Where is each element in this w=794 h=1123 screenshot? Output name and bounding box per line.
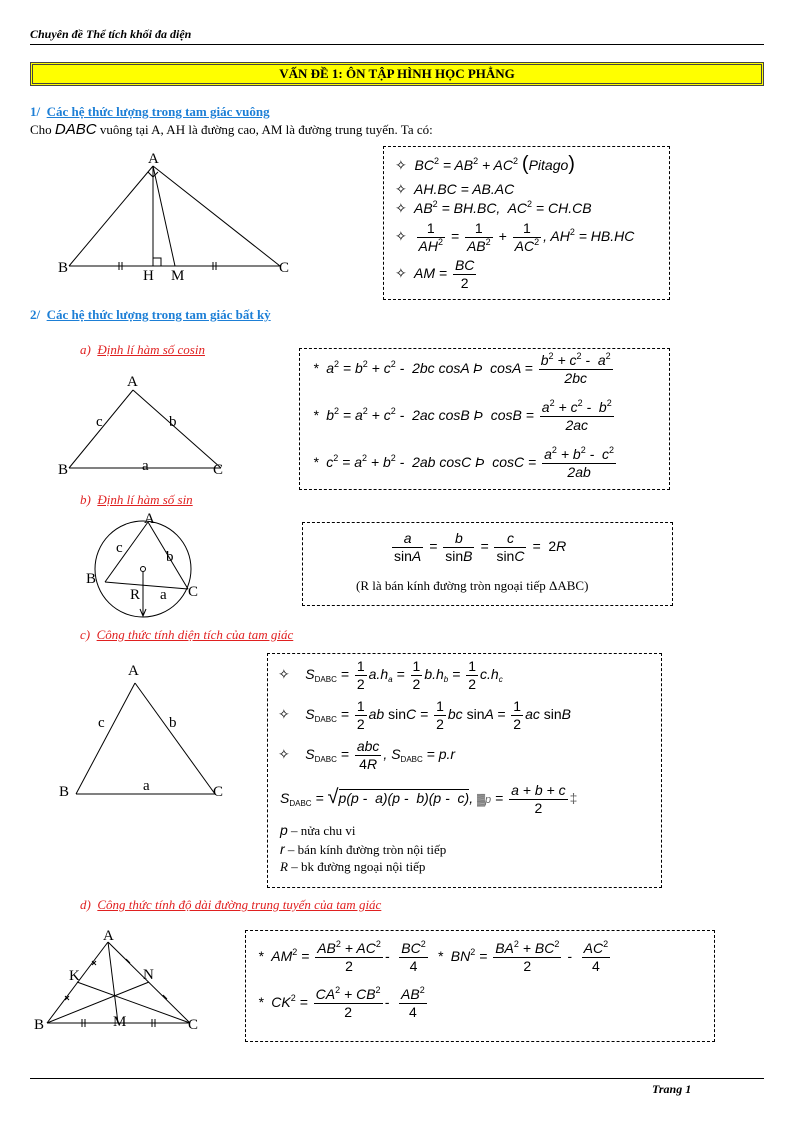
section-1-number: 1/ — [30, 104, 41, 119]
vertex-label-a: A — [128, 663, 139, 679]
subsection-d-prefix: d) — [80, 897, 91, 912]
side-label-b: b — [166, 549, 174, 565]
vertex-label-b: B — [34, 1017, 45, 1033]
note-inradius: r – bán kính đường tròn nội tiếp — [280, 841, 447, 857]
section-1-title: Các hệ thức lượng trong tam giác vuông — [46, 104, 270, 119]
formula-median-am-bn: * $AM^2$ = $\frac{AB^2 + AC^2}{2}$ - $\frac{BC^2}{4}$ * $BN^2$ = $\frac{BA^2 + BC^2}{2}$ - $\frac{AC^2}{4}$ — [258, 939, 609, 974]
midpoint-label-k: K — [69, 968, 80, 984]
formula-sine-law: $\frac{a}{\sin A}$ = $\frac{b}{\sin B}$ = $\frac{c}{\sin C}$ = 2R — [394, 530, 567, 564]
intro-text: vuông tại A, AH là đường cao, AM là đường trung tuyến. Ta có: — [99, 122, 433, 137]
subsection-c-heading — [80, 627, 293, 643]
vertex-label-c: C — [213, 462, 224, 478]
foot-label-h: H — [143, 268, 154, 283]
vertex-label-c: C — [213, 784, 224, 800]
subsection-c-title: Công thức tính diện tích của tam giác — [96, 627, 294, 642]
section-2-number: 2/ — [30, 307, 41, 322]
vertex-label-c: C — [188, 584, 199, 600]
vertex-label-a: A — [144, 511, 155, 527]
vertex-label-c: C — [279, 260, 290, 276]
vertex-label-b: B — [58, 462, 69, 478]
subsection-b-heading — [80, 492, 193, 508]
formula-area-radii: ✧ $S_{DABC}$ = abc 4R , $S_{DABC} = p.r$ — [278, 738, 456, 772]
formula-median-right: ✧ AM = $\frac{BC}{2}$ — [395, 257, 475, 291]
subsection-d-title: Công thức tính độ dài đường trung tuyến của tam giác — [97, 897, 382, 912]
subsection-a-prefix: a) — [80, 342, 91, 357]
median-triangle-figure — [30, 925, 215, 1035]
subsection-c-prefix: c) — [80, 627, 91, 642]
cosine-triangle-figure — [55, 372, 240, 482]
side-label-a: a — [142, 458, 149, 474]
midpoint-label-n: N — [143, 967, 154, 983]
formula-projections: ✧ $AB^2 = BH.BC$, $AC^2 = CH.CB$ — [395, 199, 592, 216]
chapter-banner: VẤN ĐỀ 1: ÔN TẬP HÌNH HỌC PHẲNG — [30, 62, 764, 86]
section-2-heading — [30, 307, 271, 323]
vertex-label-b: B — [59, 784, 70, 800]
subsection-d-heading — [80, 897, 381, 913]
midpoint-label-m: M — [113, 1014, 127, 1030]
formula-pitago: ✧ $BC^2 = AB^2 + AC^2$ (Pitago) — [395, 153, 575, 175]
subsection-a-heading — [80, 342, 205, 358]
note-circumradius: R – bk đường ngoại nội tiếp — [280, 859, 426, 874]
footer-rule — [30, 1078, 764, 1079]
note-semiperimeter: p – nửa chu vi — [280, 822, 356, 838]
right-triangle-figure — [55, 148, 305, 283]
subsection-b-title: Định lí hàm số sin — [97, 492, 193, 507]
intro-prefix: Cho — [30, 122, 52, 137]
document-header: Chuyên đề Thể tích khối đa diện — [30, 27, 192, 41]
formula-heron: $S_{DABC} = √p(p - a)(p - b)(p - c)$, ▓p = $\frac{a + b + c}{2}$ ‡ — [280, 782, 578, 816]
side-label-a: a — [160, 587, 167, 603]
vertex-label-c: C — [188, 1017, 199, 1033]
sine-circle-figure — [80, 508, 220, 628]
side-label-c: c — [98, 715, 105, 731]
formula-cosine-b: * $b^2 = a^2 + c^2 - 2ac$ cosB Þ cosB = $\frac{a^2 + c^2 - b^2}{2ac}$ — [313, 398, 612, 433]
page-number: Trang 1 — [652, 1082, 692, 1096]
header-rule — [30, 44, 764, 45]
section-1-intro — [30, 121, 433, 138]
vertex-label-a: A — [103, 928, 114, 944]
formula-inverse-squares: ✧ $\frac{1}{AH^2}$ = $\frac{1}{AB^2}$ + $\frac{1}{AC^2}$ , $AH^2 = HB.HC$ — [395, 220, 635, 254]
side-label-b: b — [169, 414, 177, 430]
radius-label-r: R — [130, 587, 141, 603]
vertex-label-b: B — [58, 260, 69, 276]
side-label-b: b — [169, 715, 177, 731]
vertex-label-a: A — [148, 151, 159, 167]
section-2-title: Các hệ thức lượng trong tam giác bất kỳ — [46, 307, 271, 322]
formula-altitude-product: ✧ AH.BC = AB.AC — [395, 181, 515, 197]
subsection-b-prefix: b) — [80, 492, 91, 507]
side-label-a: a — [143, 778, 150, 794]
formula-area-sine: ✧ $S_{DABC}$ = $\frac{1}{2}$ ab sinC = $\frac{1}{2}$ bc sinA = $\frac{1}{2}$ ac sinB — [278, 698, 571, 732]
intro-triangle-symbol: DABC — [54, 121, 97, 138]
vertex-label-a: A — [127, 374, 138, 390]
midpoint-label-m: M — [171, 268, 185, 283]
formula-area-heights: ✧ $S_{DABC}$ = $\frac{1}{2}$ $a.h_a$ = $\frac{1}{2}$ $b.h_b$ = $\frac{1}{2}$ $c.h_c$ — [278, 658, 503, 692]
area-triangle-figure — [55, 655, 240, 805]
formula-cosine-a: * $a^2 = b^2 + c^2 - 2bc$ cosA Þ cosA = $\frac{b^2 + c^2 - a^2}{2bc}$ — [313, 351, 611, 386]
vertex-label-b: B — [86, 571, 97, 587]
formula-cosine-c: * $c^2 = a^2 + b^2 - 2ab$ cosC Þ cosC = $\frac{a^2 + b^2 - c^2}{2ab}$ — [313, 445, 615, 480]
subsection-a-title: Định lí hàm số cosin — [97, 342, 205, 357]
side-label-c: c — [96, 414, 103, 430]
sine-law-note: (R là bán kính đường tròn ngoại tiếp ΔABC) — [356, 578, 589, 593]
side-label-c: c — [116, 540, 123, 556]
section-1-heading — [30, 104, 270, 120]
formula-median-ck: * $CK^2$ = $\frac{CA^2 + CB^2}{2}$ - $\frac{AB^2}{4}$ — [258, 985, 425, 1020]
